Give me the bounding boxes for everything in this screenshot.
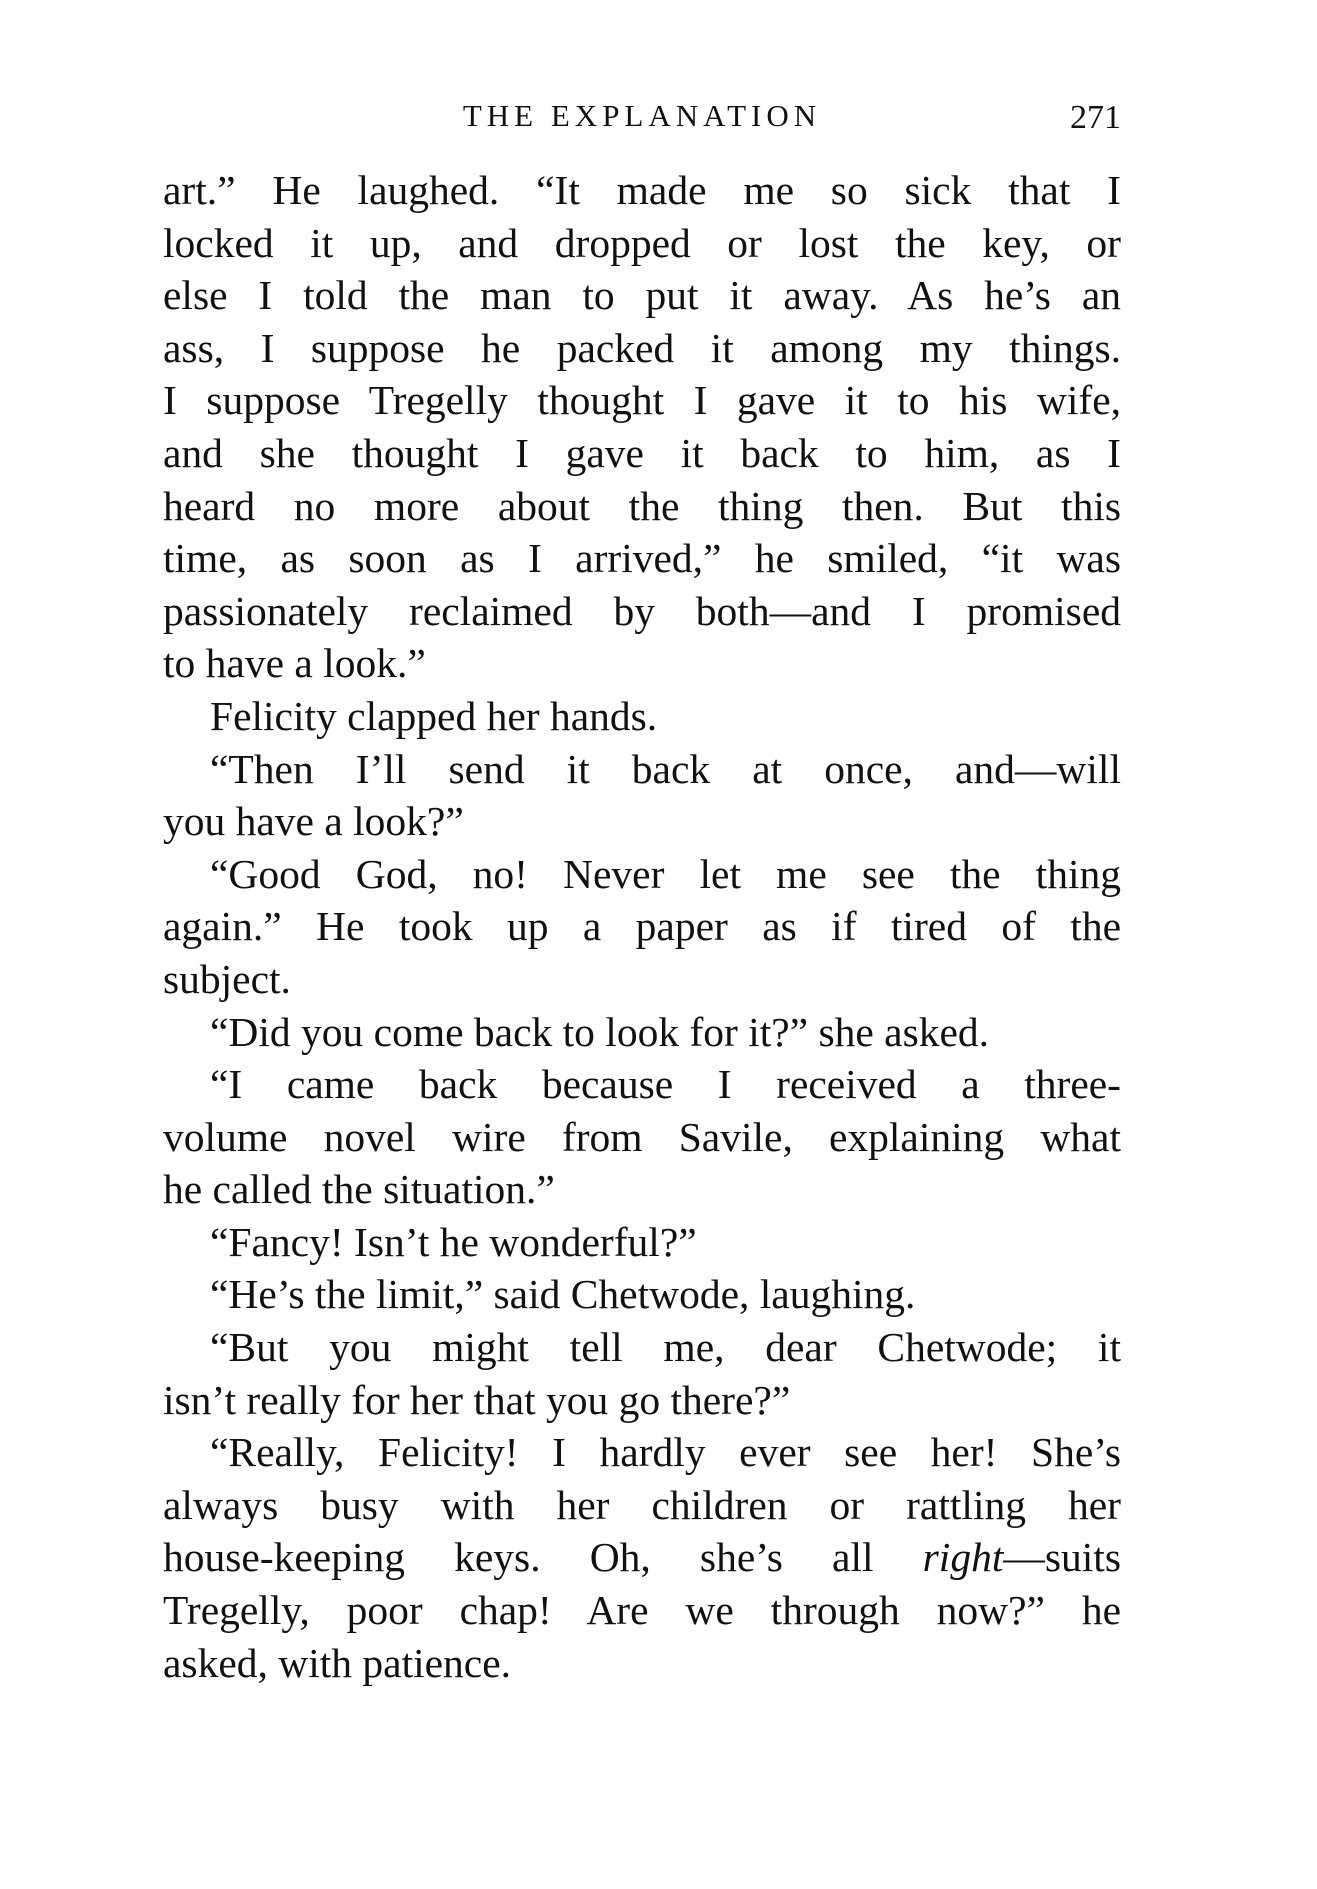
text-line: again.” He took up a paper as if tired of the [163,903,1121,950]
body-text [163,164,1121,1689]
text-line: Felicity clapped her hands. [210,692,658,739]
text-line: asked, with patience. [163,1639,512,1686]
text-line: Tregelly, poor chap! Are we through now?” he [163,1587,1121,1634]
running-title: THE EXPLANATION [462,98,822,133]
text-line: “Did you come back to look for it?” she asked. [210,1008,990,1055]
text-line: “I came back because I received a three- [210,1061,1121,1108]
text-line: “Then I’ll send it back at once, and—will [210,745,1121,792]
text-segment: house-keeping keys. Oh, she’s all [163,1534,874,1581]
text-line: and she thought I gave it back to him, as I [163,429,1121,476]
text-segment: —suits [1003,1534,1121,1581]
text-line: you have a look?” [163,798,464,845]
text-line: subject. [163,955,291,1002]
text-line: to have a look.” [163,640,426,687]
text-line: heard no more about the thing then. But this [163,482,1121,529]
text-line: passionately reclaimed by both—and I promised [163,587,1121,634]
text-line: isn’t really for her that you go there?” [163,1376,791,1423]
italic-word: right [922,1534,1004,1581]
text-line-with-italic [163,1531,1121,1584]
text-line: volume novel wire from Savile, explaining what [163,1113,1121,1160]
text-line: locked it up, and dropped or lost the key, or [163,219,1121,266]
text-line: “Fancy! Isn’t he wonderful?” [210,1218,697,1265]
text-line: he called the situation.” [163,1166,555,1213]
text-line: “Good God, no! Never let me see the thing [210,850,1121,897]
text-line: time, as soon as I arrived,” he smiled, “it was [163,535,1121,582]
text-line: “But you might tell me, dear Chetwode; it [210,1324,1121,1371]
text-line: I suppose Tregelly thought I gave it to his wife, [163,377,1121,424]
text-line: ass, I suppose he packed it among my things. [163,324,1121,371]
page-number: 271 [1070,99,1121,136]
text-line: “He’s the limit,” said Chetwode, laughing. [210,1271,916,1318]
text-line: “Really, Felicity! I hardly ever see her! She’s [210,1429,1121,1476]
text-line: art.” He laughed. “It made me so sick that I [163,167,1121,213]
text-line: else I told the man to put it away. As he’s an [163,272,1121,319]
running-head [163,96,1121,146]
text-line: always busy with her children or rattling her [163,1481,1121,1528]
